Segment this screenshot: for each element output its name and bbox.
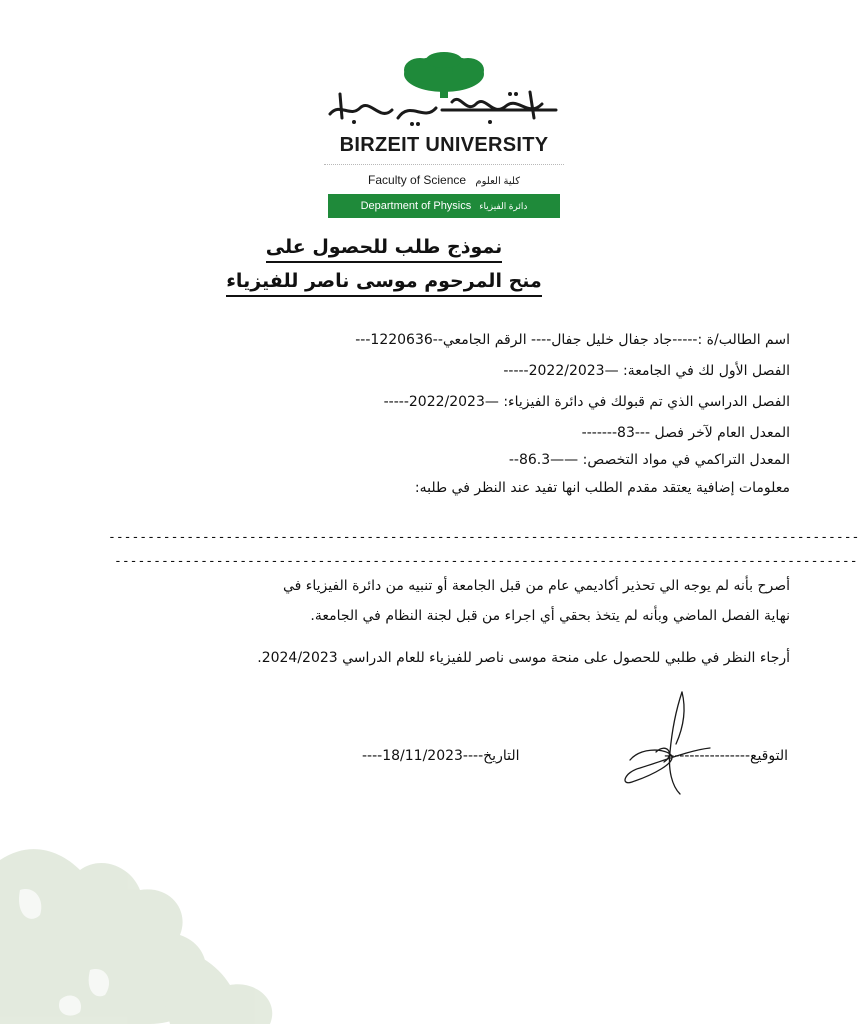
signature-label: التوقيع----------------- [664,748,788,764]
department-arabic: دائرة الفيزياء [479,200,528,211]
logo-divider [324,164,564,165]
major-gpa-line: المعدل التراكمي في مواد التخصص: ——86.3-- [508,452,790,468]
blank-line-1: ------------------------------------------------------------------------------------------------ [108,530,859,545]
accepted-semester-line: الفصل الدراسي الذي تم قبولك في دائرة الفيزياء: —2022/2023----- [383,394,790,410]
tree-watermark-icon [0,830,300,1024]
first-semester-line: الفصل الأول لك في الجامعة: —2022/2023----- [503,363,790,379]
department-english: Department of Physics [360,200,472,212]
blank-line-2: ----------------------------------------------------------------------------------------------- [114,554,858,569]
faculty-label [320,173,568,187]
request-line: أرجاء النظر في طلبي للحصول على منحة موسى ناصر للفيزياء للعام الدراسي 2024/2023. [257,650,790,666]
date-label: التاريخ----18/11/2023---- [362,748,520,764]
handwritten-signature-icon [610,690,720,800]
declaration-line-2: نهاية الفصل الماضي وبأنه لم يتخذ بحقي أي اجراء من قبل لجنة النظام في الجامعة. [310,608,790,624]
university-name-english: BIRZEIT UNIVERSITY [339,134,549,156]
additional-info-line: معلومات إضافية يعتقد مقدم الطلب انها تفيد عند النظر في طلبه: [414,480,790,496]
last-gpa-line: المعدل العام لآخر فصل ---83------- [581,425,790,441]
form-title-line-1: نموذج طلب للحصول على [0,236,768,258]
declaration-line-1: أصرح بأنه لم يوجه الي تحذير أكاديمي عام من قبل الجامعة أو تنبيه من دائرة الفيزياء في [282,578,790,594]
department-banner [328,194,560,218]
faculty-english: Faculty of Science [368,173,467,187]
university-logo [320,52,568,222]
form-title-line-2: منح المرحوم موسى ناصر للفيزياء [0,270,768,292]
student-name-line: اسم الطالب/ة :-----جاد جفال خليل جفال---- الرقم الجامعي--1220636--- [355,332,790,348]
faculty-arabic: كلية العلوم [475,176,520,187]
olive-tree-logo-icon [320,52,568,132]
